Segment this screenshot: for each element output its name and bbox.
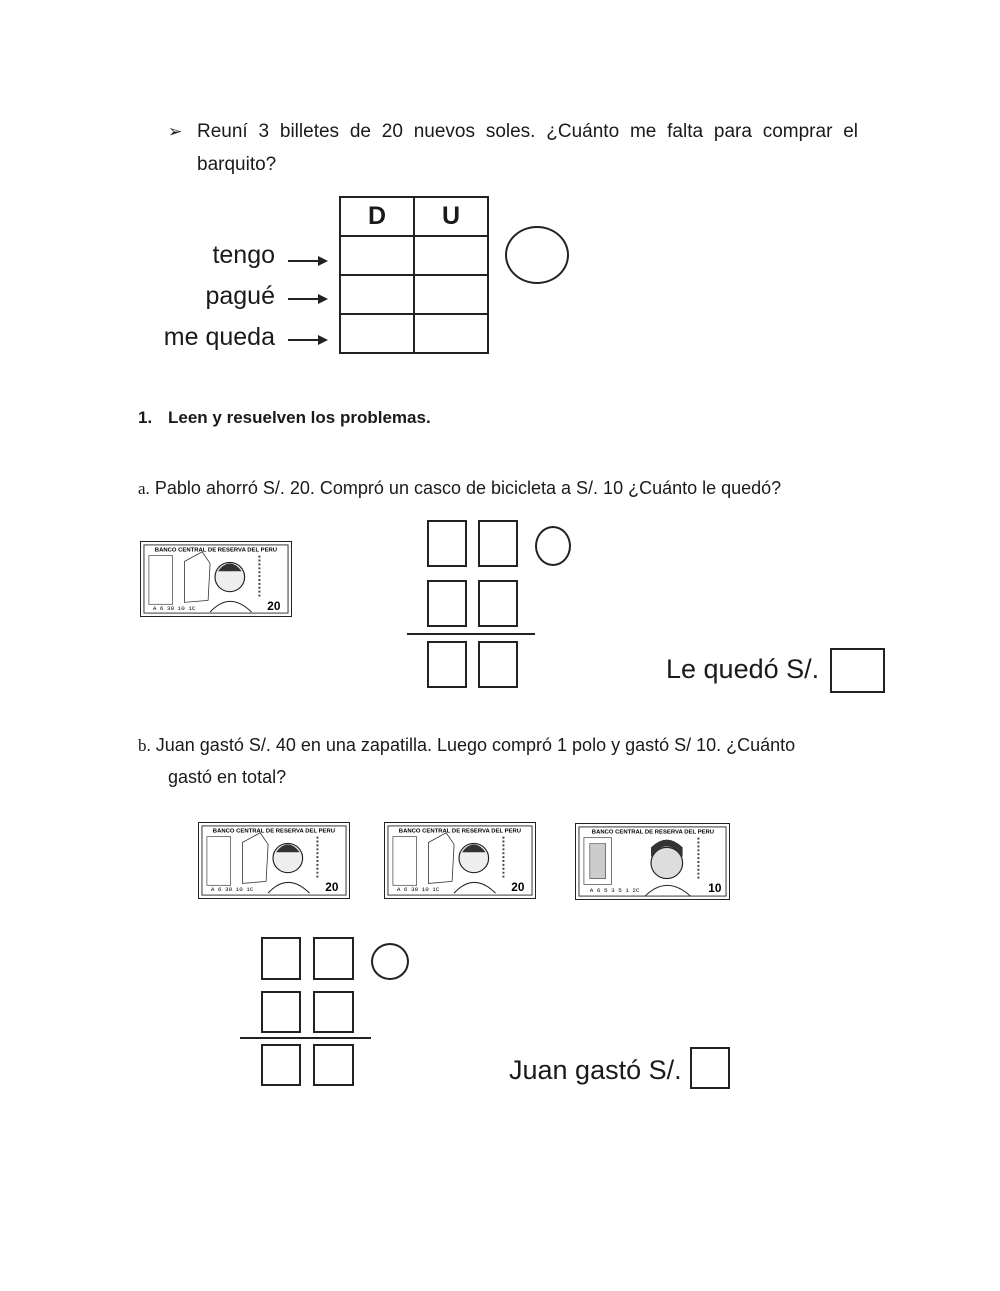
cell-me-queda-tens[interactable] (340, 314, 414, 353)
cell-tengo-tens[interactable] (340, 236, 414, 275)
svg-text:A 6 30 10 1C: A 6 30 10 1C (152, 605, 196, 613)
problem-a (138, 472, 781, 505)
cell-pague-units[interactable] (414, 275, 488, 314)
banknote-10-soles (575, 823, 730, 900)
banknote-illustration (199, 823, 349, 898)
problem-a-letter: a. (138, 479, 150, 498)
problem-a-text: Pablo ahorró S/. 20. Compró un casco de bicicleta a S/. 10 ¿Cuánto le quedó? (154, 478, 782, 498)
bank-name: BANCO CENTRAL DE RESERVA DEL PERU (154, 547, 278, 554)
bank-name: BANCO CENTRAL DE RESERVA DEL PERU (591, 829, 715, 836)
arrow-right-icon (288, 333, 328, 347)
answer-box[interactable] (313, 991, 354, 1033)
bank-name: BANCO CENTRAL DE RESERVA DEL PERU (212, 828, 336, 835)
bank-name: BANCO CENTRAL DE RESERVA DEL PERU (398, 828, 522, 835)
header-tens: D (340, 197, 414, 236)
cell-pague-tens[interactable] (340, 275, 414, 314)
answer-box[interactable] (261, 991, 301, 1033)
row-label-tengo: tengo (212, 241, 275, 269)
row-label-pague: pagué (205, 282, 275, 310)
answer-box[interactable] (261, 937, 301, 980)
row-label-me-queda: me queda (163, 323, 275, 351)
intro-question: Reuní 3 billetes de 20 nuevos soles. ¿Cuánto me falta para comprar el barquito? (197, 121, 858, 175)
answer-box[interactable] (427, 580, 467, 627)
answer-box[interactable] (478, 641, 518, 688)
banknote-illustration (141, 542, 291, 616)
answer-box[interactable] (478, 580, 518, 627)
banknote-illustration (385, 823, 535, 898)
operation-line (407, 633, 535, 635)
banknote-20-soles (140, 541, 292, 617)
section-title: Leen y resuelven los problemas. (168, 408, 431, 427)
answer-label-a: Le quedó S/. (666, 654, 820, 684)
answer-box[interactable] (313, 937, 354, 980)
answer-box[interactable] (313, 1044, 354, 1086)
arrow-bullet-icon: ➢ (168, 122, 183, 141)
answer-box-result-a[interactable] (830, 648, 885, 693)
operation-sign-circle[interactable] (371, 943, 409, 980)
arrow-right-icon (288, 292, 328, 306)
problem-b-letter: b. (138, 736, 151, 755)
answer-box-result-b[interactable] (690, 1047, 730, 1089)
problem-b-text-line1: Juan gastó S/. 40 en una zapatilla. Luego compró 1 polo y gastó S/ 10. ¿Cuánto (155, 735, 796, 755)
header-units: U (414, 197, 488, 236)
banknote-20-soles (198, 822, 350, 899)
problem-b (138, 729, 795, 762)
operation-sign-circle[interactable] (505, 226, 569, 284)
cell-me-queda-units[interactable] (414, 314, 488, 353)
svg-text:A 6 30 10 1C: A 6 30 10 1C (396, 886, 440, 894)
problem-b-line2: gastó en total? (168, 767, 287, 787)
answer-box[interactable] (427, 520, 467, 567)
bill-value: 20 (267, 600, 281, 614)
section-heading (138, 408, 431, 428)
bill-value: 20 (325, 881, 339, 895)
svg-text:A 6 5 3 5 1 2C: A 6 5 3 5 1 2C (589, 887, 640, 895)
answer-box[interactable] (478, 520, 518, 567)
cell-tengo-units[interactable] (414, 236, 488, 275)
arrow-right-icon (288, 254, 328, 268)
answer-box[interactable] (427, 641, 467, 688)
section-number: 1. (138, 408, 153, 427)
banknote-20-soles (384, 822, 536, 899)
intro-bullet (168, 115, 858, 181)
answer-box[interactable] (261, 1044, 301, 1086)
operation-sign-circle[interactable] (535, 526, 571, 566)
bill-value: 20 (511, 881, 525, 895)
svg-text:A 6 30 10 1C: A 6 30 10 1C (210, 886, 254, 894)
banknote-illustration (576, 824, 729, 899)
answer-label-b: Juan gastó S/. (509, 1055, 682, 1085)
bill-value: 10 (708, 882, 722, 896)
operation-line (240, 1037, 371, 1039)
tens-units-table (339, 196, 489, 354)
